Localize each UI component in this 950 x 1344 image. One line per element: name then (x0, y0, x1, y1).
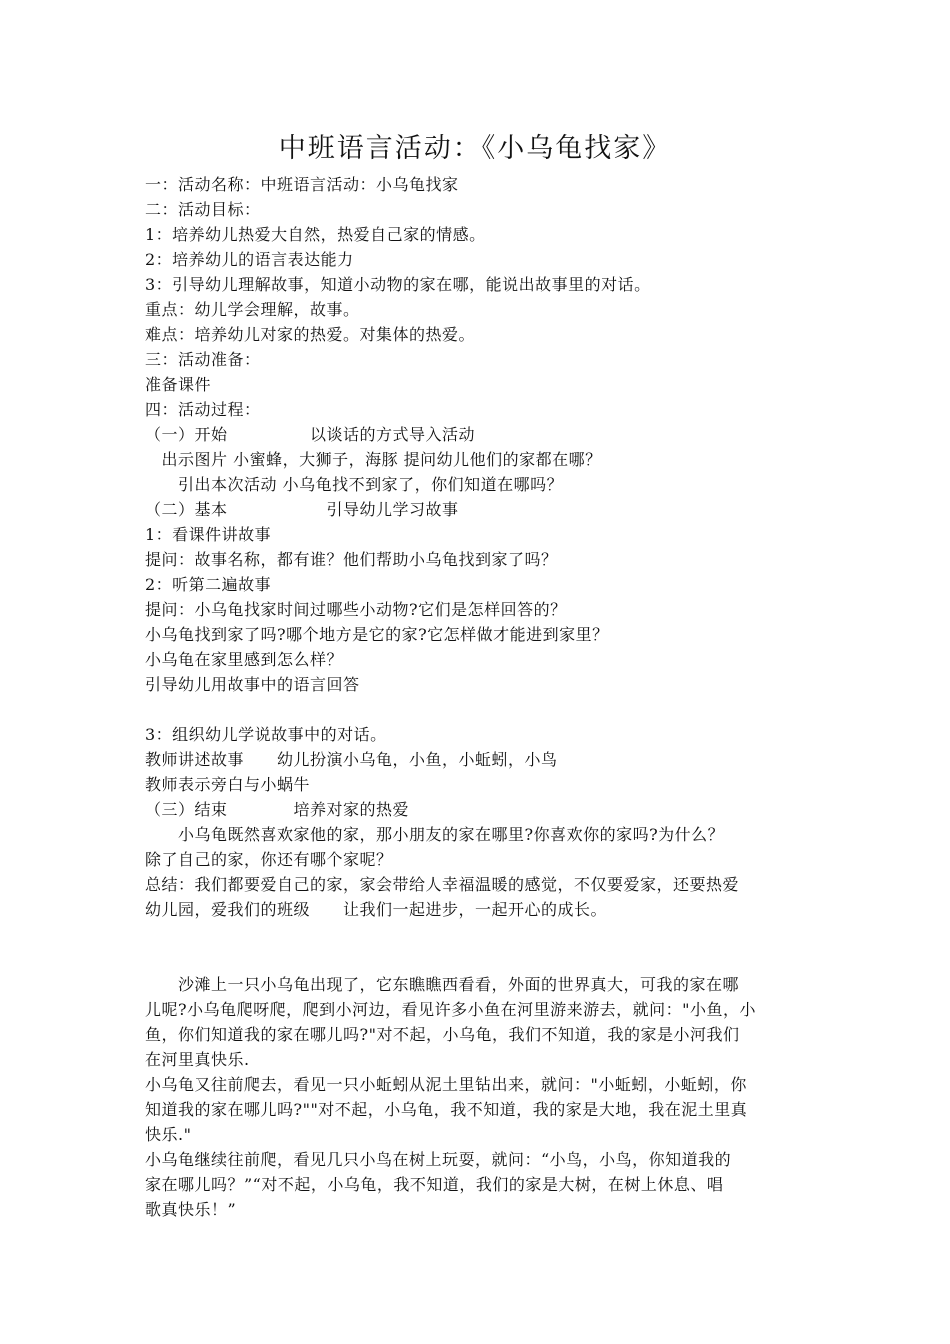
text-line: 一：活动名称：中班语言活动：小乌龟找家 (145, 175, 459, 194)
text-line: 难点：培养幼儿对家的热爱。对集体的热爱。 (145, 325, 476, 344)
text-line: 小乌龟在家里感到怎么样？ (145, 650, 344, 669)
text-line: 1：培养幼儿热爱大自然，热爱自己家的情感。 (145, 225, 486, 244)
text-line: 3：引导幼儿理解故事，知道小动物的家在哪，能说出故事里的对话。 (145, 275, 651, 294)
text-line: 2：听第二遍故事 (145, 575, 272, 594)
text-line: 提问：故事名称，都有谁？他们帮助小乌龟找到家了吗？ (145, 550, 558, 569)
story-line: 小乌龟又往前爬去，看见一只小蚯蚓从泥土里钻出来，就问："小蚯蚓，小蚯蚓，你 (145, 1075, 747, 1094)
text-line: 重点：幼儿学会理解，故事。 (145, 300, 360, 319)
text-line: 幼儿园，爱我们的班级 让我们一起进步，一起开心的成长。 (145, 900, 608, 919)
text-line: 小乌龟找到家了吗?哪个地方是它的家?它怎样做才能进到家里？ (145, 625, 609, 644)
text-line: （二）基本 引导幼儿学习故事 (145, 500, 459, 519)
text-line: 准备课件 (145, 375, 212, 394)
text-line: 1：看课件讲故事 (145, 525, 272, 544)
text-line: 3：组织幼儿学说故事中的对话。 (145, 725, 387, 744)
text-line: 提问：小乌龟找家时间过哪些小动物?它们是怎样回答的？ (145, 600, 567, 619)
text-line: 教师表示旁白与小蜗牛 (145, 775, 311, 794)
text-line: 二：活动目标： (145, 200, 261, 219)
story-line: 儿呢?小乌龟爬呀爬，爬到小河边，看见许多小鱼在河里游来游去，就问："小鱼，小 (145, 1000, 756, 1019)
text-line: 小乌龟既然喜欢家他的家，那小朋友的家在哪里?你喜欢你的家吗?为什么？ (145, 825, 725, 844)
story-line: 知道我的家在哪儿吗?""对不起，小乌龟，我不知道，我的家是大地，我在泥土里真 (145, 1100, 748, 1119)
story-line: 歌真快乐！” (145, 1200, 237, 1219)
story-line: 快乐." (145, 1125, 192, 1144)
text-line: 出示图片 小蜜蜂，大狮子，海豚 提问幼儿他们的家都在哪？ (145, 450, 602, 469)
story-line: 在河里真快乐. (145, 1050, 250, 1069)
text-line: 2：培养幼儿的语言表达能力 (145, 250, 354, 269)
story-line: 鱼，你们知道我的家在哪儿吗?"对不起，小乌龟，我们不知道，我的家是小河我们 (145, 1025, 740, 1044)
document-title: 中班语言活动：《小乌龟找家》 (278, 133, 672, 164)
text-line: 除了自己的家，你还有哪个家呢？ (145, 850, 393, 869)
text-line: 总结：我们都要爱自己的家，家会带给人幸福温暖的感觉，不仅要爱家，还要热爱 (145, 875, 740, 894)
text-line: 引导幼儿用故事中的语言回答 (145, 675, 360, 694)
text-line: 教师讲述故事 幼儿扮演小乌龟，小鱼，小蚯蚓，小鸟 (145, 750, 558, 769)
text-line: 四：活动过程： (145, 400, 261, 419)
text-line: 引出本次活动 小乌龟找不到家了，你们知道在哪吗？ (145, 475, 564, 494)
text-line: 三：活动准备： (145, 350, 261, 369)
text-line: （三）结束 培养对家的热爱 (145, 800, 410, 819)
story-line: 家在哪儿吗？”“对不起，小乌龟，我不知道，我们的家是大树，在树上休息、唱 (145, 1175, 724, 1194)
story-line: 小乌龟继续往前爬，看见几只小鸟在树上玩耍，就问：“小鸟，小鸟，你知道我的 (145, 1150, 732, 1169)
story-line: 沙滩上一只小乌龟出现了，它东瞧瞧西看看，外面的世界真大，可我的家在哪 (145, 975, 740, 994)
text-line: （一）开始 以谈话的方式导入活动 (145, 425, 476, 444)
